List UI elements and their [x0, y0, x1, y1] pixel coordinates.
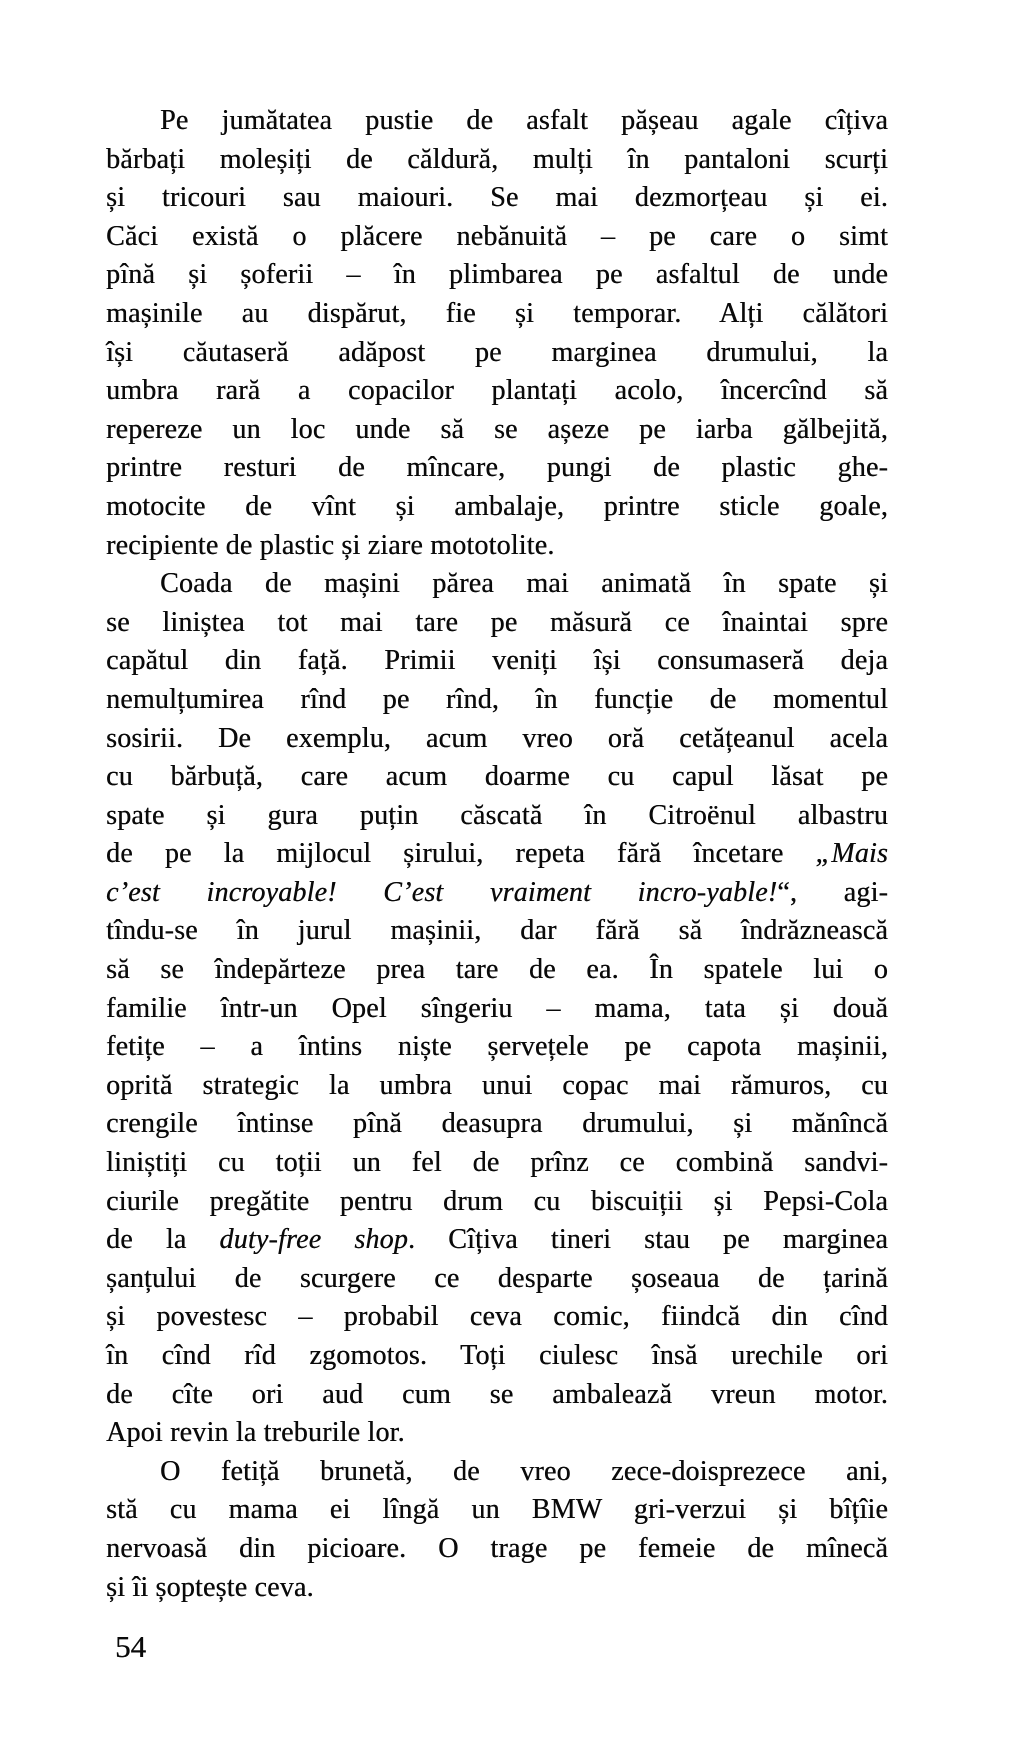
text-segment: tîndu-se în jurul mașinii, dar fără să îndrăznească — [106, 915, 888, 947]
text-segment: capătul din față. Primii veniți își consumaseră deja — [106, 645, 888, 677]
text-line — [106, 1144, 888, 1183]
italic-text-segment: duty-free shop — [219, 1224, 408, 1256]
text-line — [106, 835, 888, 874]
text-line — [106, 372, 888, 411]
text-line — [106, 1298, 888, 1337]
text-segment: familie într-un Opel sîngeriu – mama, tata și două — [106, 992, 888, 1024]
text-line — [106, 604, 888, 643]
text-line — [106, 1569, 888, 1608]
text-segment: se liniștea tot mai tare pe măsură ce înaintai spre — [106, 606, 888, 638]
text-line — [106, 758, 888, 797]
text-segment: stă cu mama ei lîngă un BMW gri-verzui și bîțîie — [106, 1494, 888, 1526]
text-segment: cu bărbuță, care acum doarme cu capul lăsat pe — [106, 761, 888, 793]
text-segment: . Cîțiva tineri stau pe marginea — [407, 1224, 888, 1256]
text-line — [106, 1530, 888, 1569]
text-segment: spate și gura puțin căscată în Citroënul albastru — [106, 799, 888, 831]
text-segment: și tricouri sau maiouri. Se mai dezmorțeau și ei. — [106, 182, 888, 214]
text-segment: bărbați moleșiți de căldură, mulți în pantaloni scurți — [106, 143, 888, 175]
text-line — [106, 1260, 888, 1299]
text-line — [106, 720, 888, 759]
text-line — [106, 1067, 888, 1106]
text-line — [106, 642, 888, 681]
text-segment: recipiente de plastic și ziare mototolite. — [106, 529, 555, 561]
text-segment: își căutaseră adăpost pe marginea drumului, la — [106, 336, 888, 368]
text-segment: “, agi- — [777, 876, 888, 908]
text-segment: nervoasă din picioare. O trage pe femeie de mînecă — [106, 1532, 888, 1564]
text-line — [106, 874, 888, 913]
text-segment: și povestesc – probabil ceva comic, fiindcă din cînd — [106, 1301, 888, 1333]
text-line — [106, 218, 888, 257]
text-segment: de pe la mijlocul șirului, repeta fără încetare — [106, 838, 816, 870]
text-segment: sosirii. De exemplu, acum vreo oră cetățeanul acela — [106, 722, 888, 754]
text-line — [106, 295, 888, 334]
text-line — [106, 1028, 888, 1067]
text-line — [106, 1105, 888, 1144]
text-line — [106, 1491, 888, 1530]
text-segment: și îi șoptește ceva. — [106, 1571, 314, 1603]
text-segment: de la — [106, 1224, 220, 1256]
text-segment: Pe jumătatea pustie de asfalt pășeau agale cîțiva — [160, 105, 888, 136]
text-segment: pînă și șoferii – în plimbarea pe asfaltul de unde — [106, 259, 888, 291]
text-line — [106, 179, 888, 218]
text-segment: nemulțumirea rînd pe rînd, în funcție de momentul — [106, 683, 888, 715]
text-line — [106, 1414, 888, 1453]
text-line — [106, 1221, 888, 1260]
text-line — [106, 1337, 888, 1376]
text-block — [106, 102, 888, 1607]
text-segment: repereze un loc unde să se așeze pe iarba gălbejită, — [106, 413, 888, 445]
text-segment: în cînd rîd zgomotos. Toți ciulesc însă urechile ori — [106, 1340, 888, 1371]
text-line — [106, 1183, 888, 1222]
text-line — [106, 256, 888, 295]
text-segment: mașinile au dispărut, fie și temporar. Alți călători — [106, 297, 888, 329]
text-line — [106, 681, 888, 720]
text-line — [106, 488, 888, 527]
text-segment: umbra rară a copacilor plantați acolo, încercînd să — [106, 375, 888, 407]
text-segment: șanțului de scurgere ce desparte șoseaua de țarină — [106, 1262, 888, 1294]
italic-text-segment: c’est incroyable! C’est vraiment incro-yable! — [106, 876, 778, 908]
text-line — [106, 527, 888, 566]
text-line — [106, 951, 888, 990]
text-line — [106, 449, 888, 488]
page-number: 54 — [115, 1629, 146, 1664]
text-segment: liniștiți cu toții un fel de prînz ce combină sandvi- — [106, 1147, 888, 1179]
text-line — [106, 565, 888, 604]
italic-text-segment: „Mais — [815, 838, 888, 870]
text-segment: Căci există o plăcere nebănuită – pe care o simt — [106, 220, 888, 252]
text-segment: oprită strategic la umbra unui copac mai rămuros, cu — [106, 1069, 888, 1101]
text-segment: crengile întinse pînă deasupra drumului, și mănîncă — [106, 1108, 888, 1140]
text-line — [106, 1376, 888, 1415]
text-segment: de cîte ori aud cum se ambalează vreun motor. — [106, 1378, 888, 1410]
text-line — [106, 797, 888, 836]
text-segment: ciurile pregătite pentru drum cu biscuiții și Pepsi-Cola — [106, 1185, 888, 1217]
text-line — [106, 334, 888, 373]
text-line — [106, 990, 888, 1029]
text-segment: Coada de mașini părea mai animată în spate și — [160, 568, 888, 600]
text-segment: fetițe – a întins niște șervețele pe capota mașinii, — [106, 1031, 888, 1063]
text-line — [106, 141, 888, 180]
text-segment: printre resturi de mîncare, pungi de plastic ghe- — [106, 452, 888, 484]
text-line — [106, 411, 888, 450]
text-segment: O fetiță brunetă, de vreo zece-doisprezece ani, — [160, 1455, 888, 1487]
text-segment: motocite de vînt și ambalaje, printre sticle goale, — [106, 490, 888, 522]
text-line — [106, 102, 888, 141]
text-line — [106, 1453, 888, 1492]
text-segment: să se îndepărteze prea tare de ea. În spatele lui o — [106, 954, 888, 986]
text-line — [106, 912, 888, 951]
text-segment: Apoi revin la treburile lor. — [106, 1417, 405, 1449]
